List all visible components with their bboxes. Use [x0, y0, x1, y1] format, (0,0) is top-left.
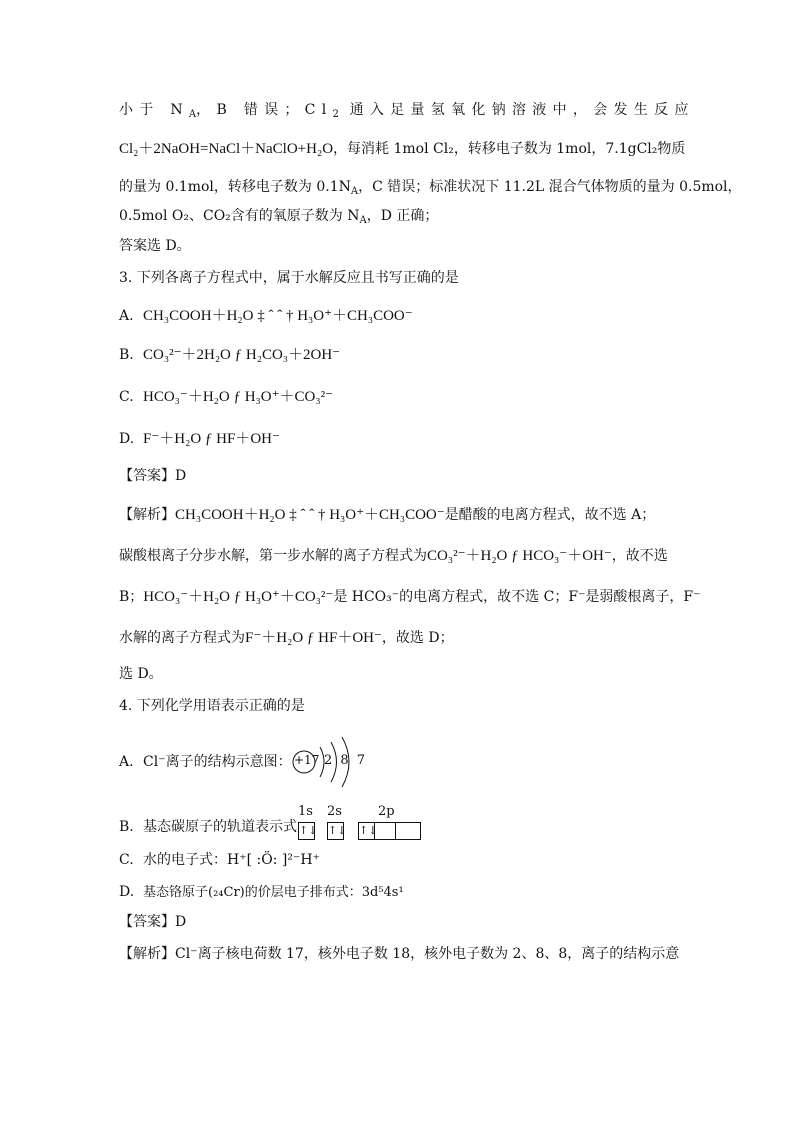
text-segment: ，B 错误；Cl	[196, 102, 333, 118]
option-label: B.	[119, 819, 134, 835]
text-line	[119, 206, 438, 226]
subscript: 2	[332, 109, 339, 120]
text-line	[119, 628, 454, 648]
option-label: D.	[119, 431, 135, 447]
text-segment: Cl⁻离子核电荷数 17，核外电子数 18，核外电子数为 2、8、8，离子的结构示意	[175, 946, 680, 962]
chemical-equation: F⁻＋H₂O ƒ HF＋OH⁻	[245, 630, 382, 646]
subscript: A	[188, 109, 197, 120]
chemical-equation: CO₃²⁻＋2H₂O ƒ H₂CO₃＋2OH⁻	[143, 347, 341, 363]
question-4-option-a	[119, 752, 292, 772]
text-segment: 水的电子式：H⁺[ :Ö: ]²⁻H⁺	[143, 852, 320, 868]
text-segment: ，每消耗 1mol Cl₂，转移电子数为 1mol，7.1gCl₂物质	[333, 141, 686, 157]
text-segment: ，故不选	[611, 548, 668, 564]
ion-structure-diagram	[290, 735, 370, 795]
option-label: A.	[119, 308, 134, 324]
text-segment: 碳酸根离子分步水解，第一步水解的离子方程式为	[119, 548, 427, 564]
question-3-answer	[119, 466, 186, 486]
text-line	[119, 139, 685, 159]
answer-value: D	[175, 468, 187, 484]
orbital-box-1s: ↑↓	[298, 822, 315, 840]
question-4-answer	[119, 912, 186, 932]
orbital-label-1s: 1s	[298, 804, 313, 819]
text-line: 选 D。	[119, 666, 163, 682]
chemical-equation: CO₃²⁻＋H₂O ƒ HCO₃⁻＋OH⁻	[427, 548, 612, 564]
answer-label: 【答案】	[119, 468, 175, 484]
chemical-equation: F⁻＋H₂O ƒ HF＋OH⁻	[143, 431, 280, 447]
text-segment: 小于 N	[119, 102, 189, 118]
question-4-option-c	[119, 850, 320, 870]
text-segment: ，C 错误；标准状况下 11.2L 混合气体物质的量为 0.5mol，	[358, 179, 742, 195]
option-label: C.	[119, 852, 134, 868]
chemical-equation: HCO₃⁻＋H₂O ƒ H₃O⁺＋CO₃²⁻	[143, 589, 334, 605]
nucleus-charge: +17	[294, 753, 320, 767]
subscript: A	[350, 186, 359, 197]
option-label: B.	[119, 347, 134, 363]
option-label: C.	[119, 389, 134, 405]
explanation-label: 【解析】	[119, 507, 175, 523]
text-segment: ，D 正确；	[366, 208, 439, 224]
explanation-label: 【解析】	[119, 946, 175, 962]
chemical-equation: HCO₃⁻＋H₂O ƒ H₃O⁺＋CO₃²⁻	[143, 389, 334, 405]
text-line	[119, 177, 742, 197]
question-3-option-a	[119, 306, 413, 326]
text-line	[119, 100, 695, 120]
question-4-option-d	[119, 882, 404, 903]
orbital-box-2p-1: ↑↓	[358, 822, 375, 840]
answer-label: 【答案】	[119, 914, 175, 930]
text-segment: 是 HCO₃⁻的电离方程式，故不选 C；F⁻是弱酸根离子，F⁻	[333, 589, 701, 605]
option-label: D.	[119, 884, 135, 900]
text-segment: 0.5mol O₂、CO₂含有的氧原子数为 N	[119, 208, 360, 224]
text-segment: 通入足量氢氧化钠溶液中，会发生反应	[338, 102, 695, 118]
answer-value: D	[175, 914, 187, 930]
orbital-label-2s: 2s	[327, 804, 342, 819]
question-4-option-b	[119, 817, 297, 837]
text-line	[119, 587, 701, 607]
chemical-equation: CH₃COOH＋H₂O ‡ ˆ ˆ † H₃O⁺＋CH₃COO⁻	[143, 308, 413, 324]
chemical-equation: Cl₂＋2NaOH=NaCl＋NaClO+H₂O	[119, 141, 334, 157]
chemical-equation: CH₃COOH＋H₂O ‡ ˆ ˆ † H₃O⁺＋CH₃COO⁻	[175, 507, 445, 523]
option-label: A.	[119, 754, 134, 770]
orbital-box-2p-3	[395, 822, 421, 840]
question-4-stem: 4. 下列化学用语表示正确的是	[119, 698, 305, 714]
text-segment: 水解的离子方程式为	[119, 630, 245, 646]
text-segment: 是醋酸的电离方程式，故不选 A；	[444, 507, 656, 523]
text-segment: ，故选 D；	[381, 630, 454, 646]
text-segment: 的量为 0.1mol，转移电子数为 0.1N	[119, 179, 351, 195]
orbital-label-2p: 2p	[378, 804, 395, 819]
answer-summary: 答案选 D。	[119, 238, 191, 254]
text-segment: Cl⁻离子的结构示意图：	[143, 754, 292, 770]
question-3-stem: 3. 下列各离子方程式中，属于水解反应且书写正确的是	[119, 270, 459, 286]
text-segment: 基态碳原子的轨道表示式	[143, 819, 297, 835]
question-3-option-c	[119, 387, 333, 407]
question-3-option-d	[119, 429, 280, 449]
subscript: A	[359, 215, 367, 226]
orbital-box-2s: ↑↓	[327, 822, 344, 840]
shell-electrons: 2 8 7	[324, 753, 368, 768]
text-line	[119, 546, 668, 566]
question-3-option-b	[119, 345, 340, 365]
orbital-box-2p-2	[374, 822, 396, 840]
question-3-explanation	[119, 505, 655, 525]
question-4-explanation	[119, 944, 679, 964]
text-segment: B；	[119, 589, 144, 605]
text-segment: 基态铬原子(₂₄Cr)的价层电子排布式：3d⁵4s¹	[143, 885, 404, 900]
